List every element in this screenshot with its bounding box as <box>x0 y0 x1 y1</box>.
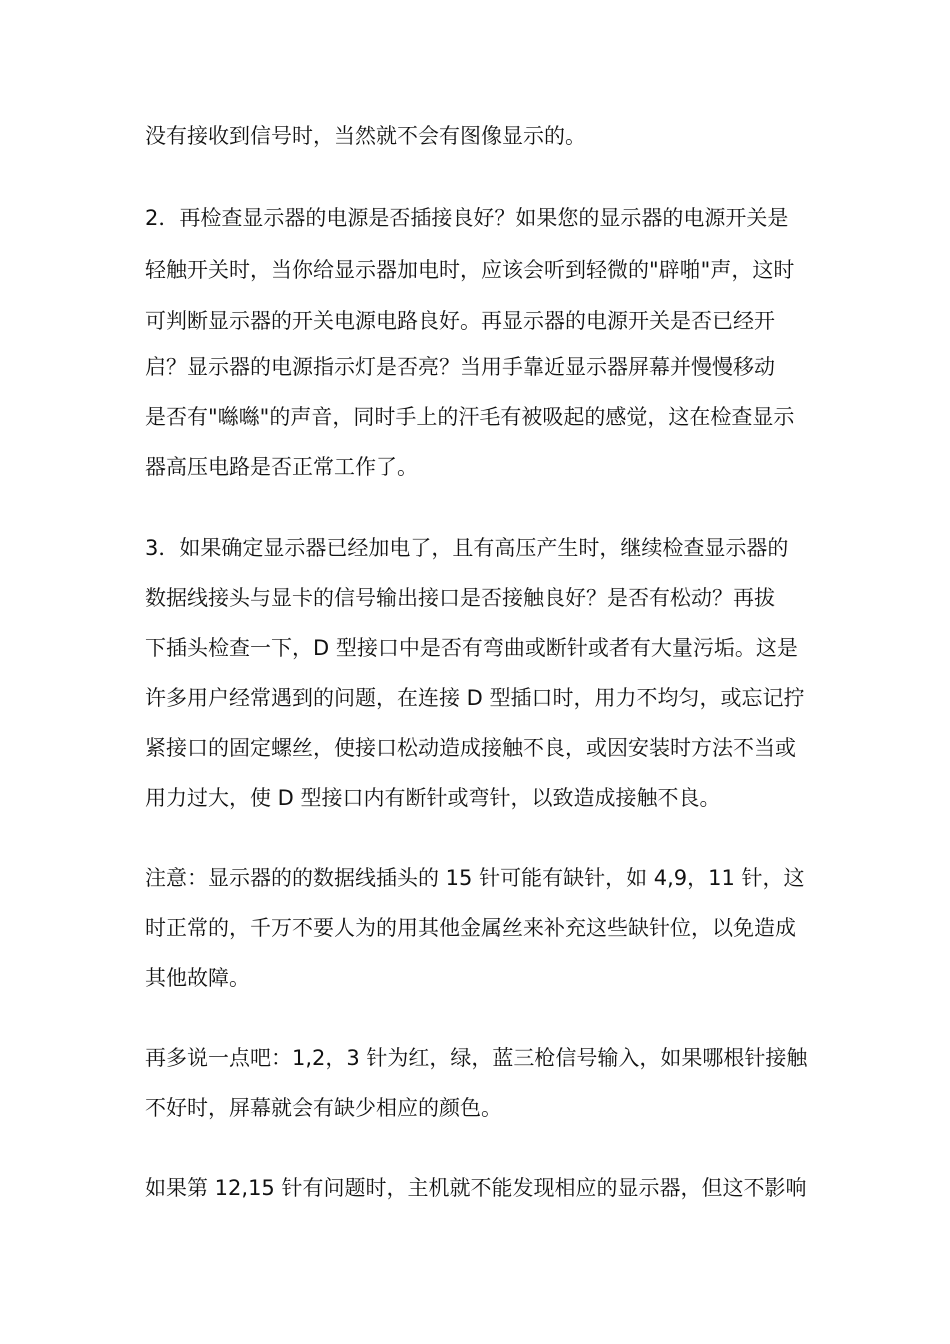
text-line: 可判断显示器的开关电源电路良好。再显示器的电源开关是否已经开 <box>145 309 775 333</box>
text-line: 时正常的，千万不要人为的用其他金属丝来补充这些缺针位，以免造成 <box>145 916 796 940</box>
text-line: 如果第 12,15 针有问题时，主机就不能发现相应的显示器，但这不影响 <box>145 1176 807 1200</box>
text-line: 紧接口的固定螺丝，使接口松动造成接触不良，或因安装时方法不当或 <box>145 736 796 760</box>
text-line: 许多用户经常遇到的问题，在连接 D 型插口时，用力不均匀，或忘记拧 <box>145 686 805 710</box>
text-line: 数据线接头与显卡的信号输出接口是否接触良好？是否有松动？再拔 <box>145 586 775 610</box>
text-line: 没有接收到信号时，当然就不会有图像显示的。 <box>145 124 586 148</box>
text-line: 注意：显示器的的数据线插头的 15 针可能有缺针，如 4,9，11 针，这 <box>145 866 805 890</box>
text-line: 器高压电路是否正常工作了。 <box>145 455 418 479</box>
text-line: 下插头检查一下，D 型接口中是否有弯曲或断针或者有大量污垢。这是 <box>145 636 798 660</box>
text-line: 3．如果确定显示器已经加电了，且有高压产生时，继续检查显示器的 <box>145 536 789 560</box>
text-line: 不好时，屏幕就会有缺少相应的颜色。 <box>145 1096 502 1120</box>
text-line: 用力过大，使 D 型接口内有断针或弯针，以致造成接触不良。 <box>145 786 721 810</box>
text-line: 再多说一点吧：1,2，3 针为红，绿，蓝三枪信号输入，如果哪根针接触 <box>145 1046 808 1070</box>
text-line: 2．再检查显示器的电源是否插接良好？如果您的显示器的电源开关是 <box>145 206 789 230</box>
text-line: 启？显示器的电源指示灯是否亮？当用手靠近显示器屏幕并慢慢移动 <box>145 355 775 379</box>
text-line: 是否有"噝噝"的声音，同时手上的汗毛有被吸起的感觉，这在检查显示 <box>145 405 795 429</box>
text-line: 其他故障。 <box>145 966 250 990</box>
text-line: 轻触开关时，当你给显示器加电时，应该会听到轻微的"辟啪"声，这时 <box>145 258 795 282</box>
